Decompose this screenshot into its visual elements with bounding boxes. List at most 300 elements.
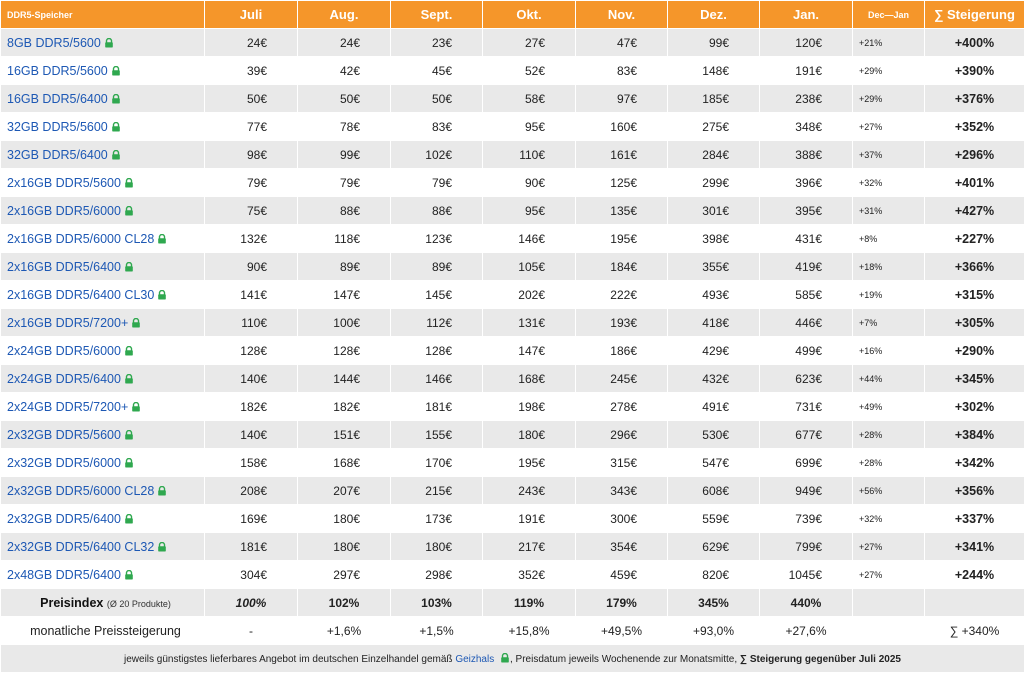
table-row bbox=[1, 365, 1024, 393]
price-cell: 89€ bbox=[391, 253, 483, 281]
price-cell: 128€ bbox=[205, 337, 298, 365]
footer-row bbox=[1, 645, 1024, 673]
total-increase: +400% bbox=[925, 29, 1024, 57]
price-cell: 195€ bbox=[483, 449, 576, 477]
price-cell: 278€ bbox=[576, 393, 668, 421]
price-cell: 128€ bbox=[391, 337, 483, 365]
price-cell: 180€ bbox=[483, 421, 576, 449]
dec-jan-change: +32% bbox=[853, 169, 925, 197]
price-cell: 118€ bbox=[298, 225, 391, 253]
monthly-increase-row bbox=[1, 617, 1024, 645]
product-name-cell bbox=[1, 505, 205, 533]
total-increase: +390% bbox=[925, 57, 1024, 85]
product-name-cell bbox=[1, 197, 205, 225]
table-row bbox=[1, 253, 1024, 281]
price-cell: 88€ bbox=[391, 197, 483, 225]
total-increase: +376% bbox=[925, 85, 1024, 113]
price-cell: 202€ bbox=[483, 281, 576, 309]
price-cell: 207€ bbox=[298, 477, 391, 505]
price-cell: 547€ bbox=[668, 449, 760, 477]
product-name-cell bbox=[1, 169, 205, 197]
dec-jan-change: +27% bbox=[853, 561, 925, 589]
price-cell: 284€ bbox=[668, 141, 760, 169]
price-cell: 398€ bbox=[668, 225, 760, 253]
price-cell: 45€ bbox=[391, 57, 483, 85]
price-cell: 731€ bbox=[760, 393, 853, 421]
product-name-cell bbox=[1, 85, 205, 113]
dec-jan-change: +29% bbox=[853, 85, 925, 113]
product-name-cell bbox=[1, 225, 205, 253]
price-cell: 559€ bbox=[668, 505, 760, 533]
price-cell: 184€ bbox=[576, 253, 668, 281]
lock-icon bbox=[131, 318, 141, 328]
lock-icon bbox=[111, 122, 121, 132]
price-cell: 181€ bbox=[391, 393, 483, 421]
lock-icon bbox=[111, 94, 121, 104]
product-link[interactable]: 2x48GB DDR5/6400 bbox=[7, 568, 121, 582]
price-cell: 275€ bbox=[668, 113, 760, 141]
price-cell: 145€ bbox=[391, 281, 483, 309]
price-cell: 79€ bbox=[298, 169, 391, 197]
lock-icon bbox=[124, 430, 134, 440]
dec-jan-change: +27% bbox=[853, 533, 925, 561]
footer-text-after: , Preisdatum jeweils Wochenende zur Monatsmitte, bbox=[510, 654, 737, 665]
price-cell: 198€ bbox=[483, 393, 576, 421]
product-name-cell bbox=[1, 309, 205, 337]
lock-icon bbox=[157, 290, 167, 300]
price-cell: 50€ bbox=[391, 85, 483, 113]
product-link[interactable]: 2x32GB DDR5/6400 CL32 bbox=[7, 540, 154, 554]
dec-jan-change: +32% bbox=[853, 505, 925, 533]
price-index-value: 179% bbox=[576, 589, 668, 617]
product-link[interactable]: 2x16GB DDR5/5600 bbox=[7, 176, 121, 190]
total-increase: +427% bbox=[925, 197, 1024, 225]
price-cell: 185€ bbox=[668, 85, 760, 113]
price-cell: 98€ bbox=[205, 141, 298, 169]
dec-jan-change: +37% bbox=[853, 141, 925, 169]
total-increase: +302% bbox=[925, 393, 1024, 421]
lock-icon bbox=[124, 570, 134, 580]
monthly-increase-value: +1,6% bbox=[298, 617, 391, 645]
lock-icon bbox=[124, 262, 134, 272]
price-cell: 105€ bbox=[483, 253, 576, 281]
price-cell: 90€ bbox=[205, 253, 298, 281]
table-row bbox=[1, 505, 1024, 533]
price-cell: 343€ bbox=[576, 477, 668, 505]
price-cell: 173€ bbox=[391, 505, 483, 533]
price-cell: 27€ bbox=[483, 29, 576, 57]
price-index-value: 103% bbox=[391, 589, 483, 617]
price-cell: 95€ bbox=[483, 197, 576, 225]
price-cell: 193€ bbox=[576, 309, 668, 337]
price-cell: 315€ bbox=[576, 449, 668, 477]
table-row bbox=[1, 533, 1024, 561]
lock-icon bbox=[124, 178, 134, 188]
price-index-value: 345% bbox=[668, 589, 760, 617]
monthly-increase-value: - bbox=[205, 617, 298, 645]
dec-jan-change: +16% bbox=[853, 337, 925, 365]
price-cell: 799€ bbox=[760, 533, 853, 561]
total-increase: +384% bbox=[925, 421, 1024, 449]
price-cell: 191€ bbox=[760, 57, 853, 85]
product-name-cell bbox=[1, 253, 205, 281]
product-link[interactable]: 2x16GB DDR5/6000 CL28 bbox=[7, 232, 154, 246]
dec-jan-change: +8% bbox=[853, 225, 925, 253]
price-cell: 238€ bbox=[760, 85, 853, 113]
total-increase: +341% bbox=[925, 533, 1024, 561]
table-row bbox=[1, 197, 1024, 225]
price-cell: 419€ bbox=[760, 253, 853, 281]
lock-icon bbox=[124, 346, 134, 356]
table-row bbox=[1, 29, 1024, 57]
product-link[interactable]: 2x24GB DDR5/6400 bbox=[7, 372, 121, 386]
price-cell: 155€ bbox=[391, 421, 483, 449]
price-cell: 161€ bbox=[576, 141, 668, 169]
price-cell: 24€ bbox=[205, 29, 298, 57]
price-cell: 110€ bbox=[483, 141, 576, 169]
total-increase: +305% bbox=[925, 309, 1024, 337]
price-cell: 148€ bbox=[668, 57, 760, 85]
table-row bbox=[1, 421, 1024, 449]
price-cell: 77€ bbox=[205, 113, 298, 141]
price-cell: 352€ bbox=[483, 561, 576, 589]
price-cell: 191€ bbox=[483, 505, 576, 533]
price-cell: 354€ bbox=[576, 533, 668, 561]
price-cell: 208€ bbox=[205, 477, 298, 505]
price-cell: 151€ bbox=[298, 421, 391, 449]
price-cell: 182€ bbox=[205, 393, 298, 421]
product-link[interactable]: 2x32GB DDR5/5600 bbox=[7, 428, 121, 442]
price-cell: 180€ bbox=[298, 533, 391, 561]
price-cell: 135€ bbox=[576, 197, 668, 225]
price-cell: 530€ bbox=[668, 421, 760, 449]
price-cell: 355€ bbox=[668, 253, 760, 281]
price-cell: 677€ bbox=[760, 421, 853, 449]
price-cell: 100€ bbox=[298, 309, 391, 337]
product-name-cell bbox=[1, 281, 205, 309]
dec-jan-change: +28% bbox=[853, 449, 925, 477]
price-index-label-cell bbox=[1, 589, 205, 617]
lock-icon bbox=[157, 486, 167, 496]
lock-icon bbox=[131, 402, 141, 412]
price-cell: 42€ bbox=[298, 57, 391, 85]
footer-text-before: jeweils günstigstes lieferbares Angebot im deutschen Einzelhandel gemäß bbox=[124, 654, 453, 665]
product-name-cell bbox=[1, 561, 205, 589]
product-link[interactable]: 2x32GB DDR5/6000 bbox=[7, 456, 121, 470]
table-row bbox=[1, 337, 1024, 365]
price-cell: 95€ bbox=[483, 113, 576, 141]
product-name-cell bbox=[1, 421, 205, 449]
empty-cell bbox=[853, 617, 925, 645]
col-header-product: DDR5-Speicher bbox=[1, 1, 205, 29]
price-cell: 75€ bbox=[205, 197, 298, 225]
product-link[interactable]: 2x16GB DDR5/6400 bbox=[7, 260, 121, 274]
price-cell: 99€ bbox=[298, 141, 391, 169]
price-cell: 112€ bbox=[391, 309, 483, 337]
monthly-increase-value: +27,6% bbox=[760, 617, 853, 645]
price-cell: 146€ bbox=[391, 365, 483, 393]
lock-icon bbox=[157, 542, 167, 552]
product-link[interactable]: 2x24GB DDR5/7200+ bbox=[7, 400, 128, 414]
col-header-month: Sept. bbox=[391, 1, 483, 29]
total-increase: +337% bbox=[925, 505, 1024, 533]
price-cell: 125€ bbox=[576, 169, 668, 197]
header-row bbox=[1, 1, 1024, 29]
price-cell: 301€ bbox=[668, 197, 760, 225]
dec-jan-change: +56% bbox=[853, 477, 925, 505]
product-name-cell bbox=[1, 533, 205, 561]
price-cell: 160€ bbox=[576, 113, 668, 141]
price-cell: 24€ bbox=[298, 29, 391, 57]
price-cell: 245€ bbox=[576, 365, 668, 393]
product-link[interactable]: 2x16GB DDR5/6000 bbox=[7, 204, 121, 218]
empty-cell bbox=[925, 589, 1024, 617]
price-cell: 459€ bbox=[576, 561, 668, 589]
table-row bbox=[1, 449, 1024, 477]
price-index-row bbox=[1, 589, 1024, 617]
product-name-cell bbox=[1, 141, 205, 169]
price-cell: 97€ bbox=[576, 85, 668, 113]
price-cell: 168€ bbox=[298, 449, 391, 477]
price-cell: 217€ bbox=[483, 533, 576, 561]
price-cell: 1045€ bbox=[760, 561, 853, 589]
price-cell: 83€ bbox=[576, 57, 668, 85]
lock-icon bbox=[124, 374, 134, 384]
price-cell: 418€ bbox=[668, 309, 760, 337]
lock-icon bbox=[124, 458, 134, 468]
price-cell: 180€ bbox=[391, 533, 483, 561]
total-increase: +296% bbox=[925, 141, 1024, 169]
price-cell: 146€ bbox=[483, 225, 576, 253]
product-link[interactable]: 32GB DDR5/5600 bbox=[7, 120, 108, 134]
price-index-label: Preisindex bbox=[40, 596, 103, 610]
product-name-cell bbox=[1, 365, 205, 393]
price-cell: 297€ bbox=[298, 561, 391, 589]
dec-jan-change: +7% bbox=[853, 309, 925, 337]
price-cell: 147€ bbox=[298, 281, 391, 309]
col-header-change: Dec—Jan bbox=[853, 1, 925, 29]
price-cell: 140€ bbox=[205, 421, 298, 449]
product-name-cell bbox=[1, 477, 205, 505]
price-cell: 169€ bbox=[205, 505, 298, 533]
price-cell: 90€ bbox=[483, 169, 576, 197]
product-link[interactable]: 2x16GB DDR5/7200+ bbox=[7, 316, 128, 330]
price-cell: 388€ bbox=[760, 141, 853, 169]
price-cell: 79€ bbox=[391, 169, 483, 197]
price-cell: 144€ bbox=[298, 365, 391, 393]
price-cell: 23€ bbox=[391, 29, 483, 57]
lock-icon bbox=[104, 38, 114, 48]
table-row bbox=[1, 393, 1024, 421]
monthly-increase-total: ∑ +340% bbox=[925, 617, 1024, 645]
monthly-increase-value: +49,5% bbox=[576, 617, 668, 645]
price-cell: 128€ bbox=[298, 337, 391, 365]
col-header-month: Aug. bbox=[298, 1, 391, 29]
product-link[interactable]: 2x24GB DDR5/6000 bbox=[7, 344, 121, 358]
price-cell: 99€ bbox=[668, 29, 760, 57]
price-cell: 215€ bbox=[391, 477, 483, 505]
geizhals-link[interactable]: Geizhals bbox=[455, 654, 494, 665]
price-cell: 132€ bbox=[205, 225, 298, 253]
price-cell: 180€ bbox=[298, 505, 391, 533]
table-row bbox=[1, 281, 1024, 309]
col-header-month: Nov. bbox=[576, 1, 668, 29]
table-row bbox=[1, 169, 1024, 197]
price-cell: 493€ bbox=[668, 281, 760, 309]
table-row bbox=[1, 57, 1024, 85]
total-increase: +345% bbox=[925, 365, 1024, 393]
total-increase: +244% bbox=[925, 561, 1024, 589]
price-cell: 102€ bbox=[391, 141, 483, 169]
dec-jan-change: +27% bbox=[853, 113, 925, 141]
total-increase: +366% bbox=[925, 253, 1024, 281]
price-cell: 186€ bbox=[576, 337, 668, 365]
price-cell: 182€ bbox=[298, 393, 391, 421]
price-cell: 699€ bbox=[760, 449, 853, 477]
price-cell: 140€ bbox=[205, 365, 298, 393]
product-name-cell bbox=[1, 113, 205, 141]
product-name-cell bbox=[1, 57, 205, 85]
product-link[interactable]: 2x32GB DDR5/6400 bbox=[7, 512, 121, 526]
price-cell: 47€ bbox=[576, 29, 668, 57]
total-increase: +315% bbox=[925, 281, 1024, 309]
monthly-increase-value: +93,0% bbox=[668, 617, 760, 645]
price-cell: 83€ bbox=[391, 113, 483, 141]
product-link[interactable]: 2x32GB DDR5/6000 CL28 bbox=[7, 484, 154, 498]
dec-jan-change: +31% bbox=[853, 197, 925, 225]
price-cell: 820€ bbox=[668, 561, 760, 589]
price-cell: 131€ bbox=[483, 309, 576, 337]
lock-icon bbox=[124, 206, 134, 216]
price-cell: 195€ bbox=[576, 225, 668, 253]
product-name-cell bbox=[1, 393, 205, 421]
price-cell: 629€ bbox=[668, 533, 760, 561]
col-header-total: ∑ Steigerung bbox=[925, 1, 1024, 29]
price-index-value: 119% bbox=[483, 589, 576, 617]
table-body bbox=[1, 29, 1024, 589]
table-row bbox=[1, 225, 1024, 253]
product-link[interactable]: 16GB DDR5/6400 bbox=[7, 92, 108, 106]
price-cell: 298€ bbox=[391, 561, 483, 589]
price-cell: 949€ bbox=[760, 477, 853, 505]
price-cell: 243€ bbox=[483, 477, 576, 505]
price-cell: 446€ bbox=[760, 309, 853, 337]
summary-section bbox=[1, 589, 1024, 673]
product-link[interactable]: 8GB DDR5/5600 bbox=[7, 36, 101, 50]
dec-jan-change: +18% bbox=[853, 253, 925, 281]
price-cell: 429€ bbox=[668, 337, 760, 365]
product-link[interactable]: 2x16GB DDR5/6400 CL30 bbox=[7, 288, 154, 302]
dec-jan-change: +19% bbox=[853, 281, 925, 309]
price-cell: 79€ bbox=[205, 169, 298, 197]
product-name-cell bbox=[1, 337, 205, 365]
price-index-value: 440% bbox=[760, 589, 853, 617]
monthly-increase-value: +1,5% bbox=[391, 617, 483, 645]
price-cell: 170€ bbox=[391, 449, 483, 477]
dec-jan-change: +44% bbox=[853, 365, 925, 393]
footer-note bbox=[1, 645, 1024, 673]
price-cell: 299€ bbox=[668, 169, 760, 197]
price-cell: 348€ bbox=[760, 113, 853, 141]
price-index-sublabel: (Ø 20 Produkte) bbox=[107, 599, 171, 609]
col-header-month: Okt. bbox=[483, 1, 576, 29]
total-increase: +356% bbox=[925, 477, 1024, 505]
product-link[interactable]: 16GB DDR5/5600 bbox=[7, 64, 108, 78]
price-cell: 739€ bbox=[760, 505, 853, 533]
product-name-cell bbox=[1, 449, 205, 477]
price-cell: 39€ bbox=[205, 57, 298, 85]
price-cell: 296€ bbox=[576, 421, 668, 449]
price-cell: 623€ bbox=[760, 365, 853, 393]
total-increase: +401% bbox=[925, 169, 1024, 197]
total-increase: +227% bbox=[925, 225, 1024, 253]
lock-icon bbox=[500, 653, 510, 663]
table-row bbox=[1, 561, 1024, 589]
table-row bbox=[1, 113, 1024, 141]
product-link[interactable]: 32GB DDR5/6400 bbox=[7, 148, 108, 162]
price-cell: 158€ bbox=[205, 449, 298, 477]
footer-bold-text: ∑ Steigerung gegenüber Juli 2025 bbox=[740, 654, 901, 665]
price-cell: 499€ bbox=[760, 337, 853, 365]
price-cell: 300€ bbox=[576, 505, 668, 533]
lock-icon bbox=[157, 234, 167, 244]
total-increase: +352% bbox=[925, 113, 1024, 141]
lock-icon bbox=[111, 150, 121, 160]
dec-jan-change: +29% bbox=[853, 57, 925, 85]
price-cell: 141€ bbox=[205, 281, 298, 309]
price-cell: 395€ bbox=[760, 197, 853, 225]
price-cell: 78€ bbox=[298, 113, 391, 141]
col-header-month: Dez. bbox=[668, 1, 760, 29]
col-header-month: Jan. bbox=[760, 1, 853, 29]
table-row bbox=[1, 85, 1024, 113]
col-header-month: Juli bbox=[205, 1, 298, 29]
empty-cell bbox=[853, 589, 925, 617]
price-cell: 58€ bbox=[483, 85, 576, 113]
price-cell: 491€ bbox=[668, 393, 760, 421]
price-cell: 432€ bbox=[668, 365, 760, 393]
price-cell: 396€ bbox=[760, 169, 853, 197]
price-cell: 304€ bbox=[205, 561, 298, 589]
price-cell: 120€ bbox=[760, 29, 853, 57]
price-cell: 608€ bbox=[668, 477, 760, 505]
table-row bbox=[1, 141, 1024, 169]
price-cell: 222€ bbox=[576, 281, 668, 309]
table-row bbox=[1, 477, 1024, 505]
price-index-value: 100% bbox=[205, 589, 298, 617]
price-cell: 585€ bbox=[760, 281, 853, 309]
price-cell: 168€ bbox=[483, 365, 576, 393]
price-cell: 89€ bbox=[298, 253, 391, 281]
price-cell: 50€ bbox=[298, 85, 391, 113]
price-cell: 110€ bbox=[205, 309, 298, 337]
price-cell: 88€ bbox=[298, 197, 391, 225]
price-index-value: 102% bbox=[298, 589, 391, 617]
total-increase: +342% bbox=[925, 449, 1024, 477]
dec-jan-change: +49% bbox=[853, 393, 925, 421]
price-cell: 123€ bbox=[391, 225, 483, 253]
price-cell: 431€ bbox=[760, 225, 853, 253]
price-cell: 181€ bbox=[205, 533, 298, 561]
table-row bbox=[1, 309, 1024, 337]
monthly-increase-value: +15,8% bbox=[483, 617, 576, 645]
price-cell: 147€ bbox=[483, 337, 576, 365]
price-cell: 52€ bbox=[483, 57, 576, 85]
monthly-increase-label: monatliche Preissteigerung bbox=[1, 617, 205, 645]
lock-icon bbox=[111, 66, 121, 76]
lock-icon bbox=[124, 514, 134, 524]
product-name-cell bbox=[1, 29, 205, 57]
